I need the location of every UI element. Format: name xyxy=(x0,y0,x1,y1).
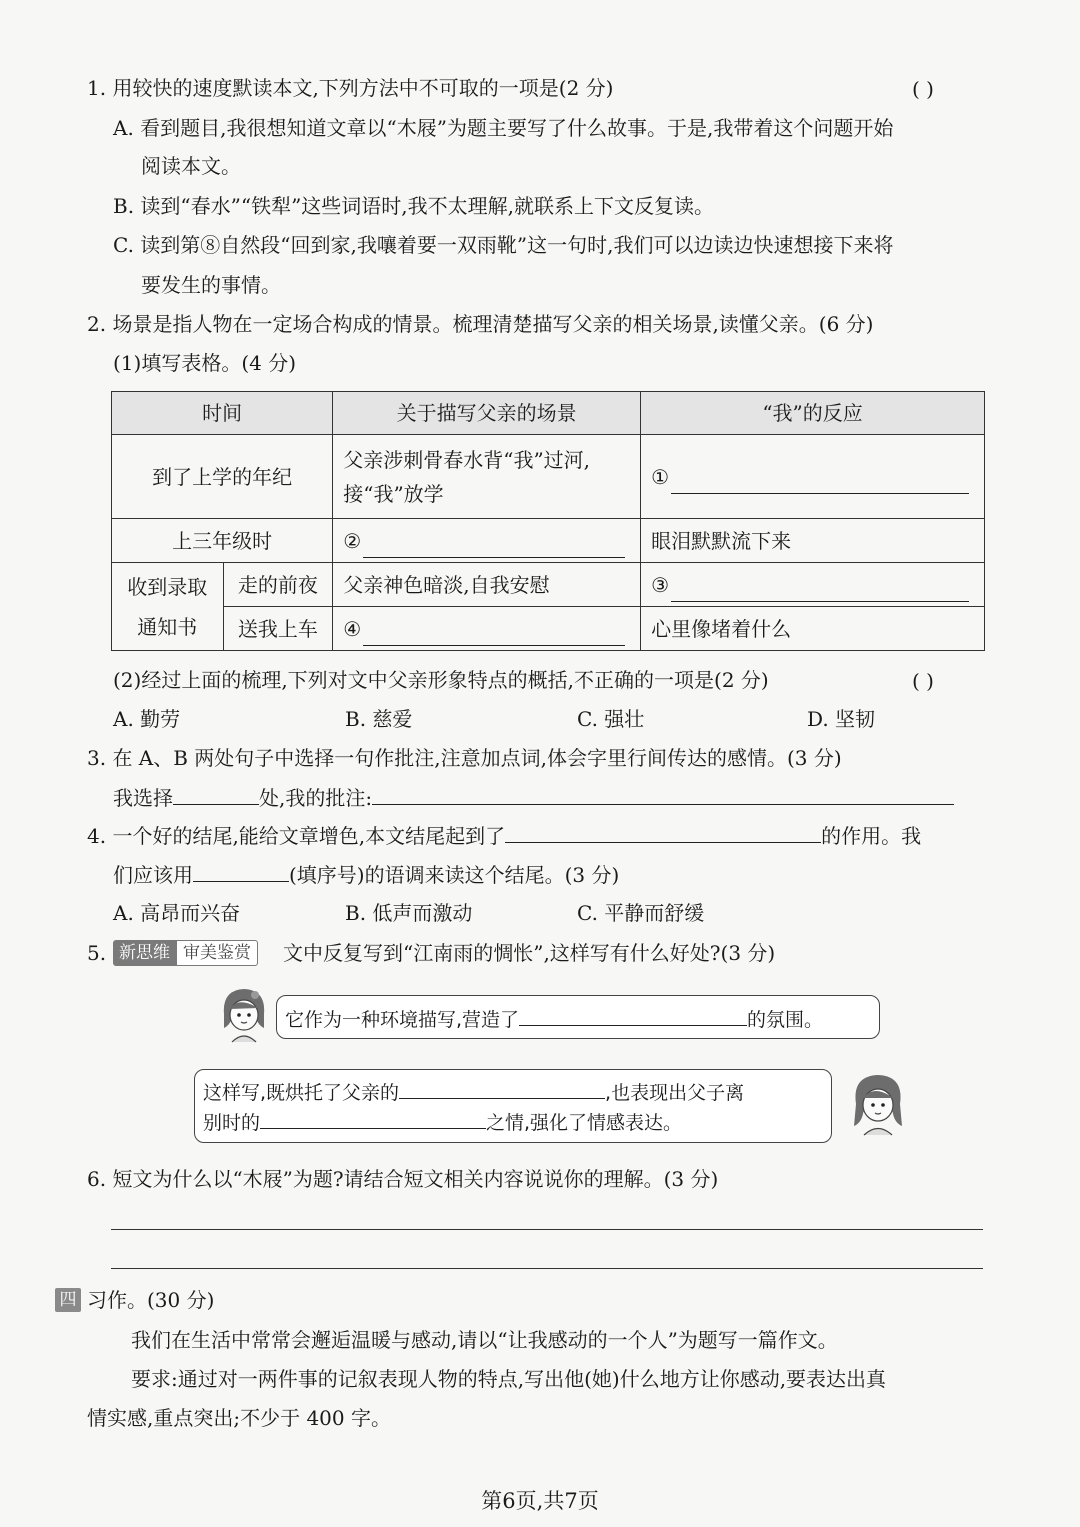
row3-group xyxy=(112,563,224,651)
q4-line1 xyxy=(87,822,921,849)
bubble2-l2-post: 之情,强化了情感表达。 xyxy=(486,1112,683,1134)
q1-answer-paren[interactable]: ( ) xyxy=(912,77,934,101)
bubble2-line1 xyxy=(203,1078,744,1107)
q2-option-a: A. 勤劳 xyxy=(113,707,181,731)
q5-stem: 文中反复写到“江南雨的惆怅”,这样写有什么好处?(3 分) xyxy=(283,941,776,965)
bubble1-text xyxy=(285,1005,823,1032)
row3-scene: 父亲神色暗淡,自我安慰 xyxy=(333,563,641,607)
q4-line1-post: 的作用。我 xyxy=(821,824,922,848)
speech-bubble-1 xyxy=(276,995,880,1039)
row4-scene-blank[interactable] xyxy=(363,623,625,646)
q4-line2-pre: 们应该用 xyxy=(113,863,193,887)
q3-choice-blank[interactable] xyxy=(173,784,259,805)
row4-scene-marker: ④ xyxy=(343,616,362,641)
q4-line1-pre: 4. 一个好的结尾,能给文章增色,本文结尾起到了 xyxy=(87,824,506,848)
q6-answer-line-2[interactable] xyxy=(111,1268,983,1269)
q1-option-c: C. 读到第⑧自然段“回到家,我嚷着要一双雨靴”这一句时,我们可以边读边快速想接下来将 xyxy=(113,233,894,257)
q1-stem: 1. 用较快的速度默读本文,下列方法中不可取的一项是(2 分) xyxy=(87,76,614,100)
row1-scene-line2: 接“我”放学 xyxy=(343,481,444,506)
bubble2-l1-pre: 这样写,既烘托了父亲的 xyxy=(203,1082,400,1104)
row3-reaction[interactable] xyxy=(641,563,985,607)
row2-scene-blank[interactable] xyxy=(363,535,625,558)
q2-option-c: C. 强壮 xyxy=(577,707,645,731)
q4-line2-post: (填序号)的语调来读这个结尾。(3 分) xyxy=(289,863,620,887)
row3-time: 走的前夜 xyxy=(223,563,333,607)
q5-tags xyxy=(113,940,258,966)
q1-option-a-cont: 阅读本文。 xyxy=(141,154,241,178)
row1-scene-line1: 父亲涉刺骨春水背“我”过河, xyxy=(343,447,591,472)
bubble2-l1-post: ,也表现出父子离 xyxy=(605,1082,745,1104)
row3-group-line1: 收到录取 xyxy=(127,574,208,599)
row1-time: 到了上学的年纪 xyxy=(112,435,333,519)
q2-sub1: (1)填写表格。(4 分) xyxy=(113,351,297,375)
q4-tone-blank[interactable] xyxy=(193,861,289,882)
table-row xyxy=(112,607,985,651)
q6-stem: 6. 短文为什么以“木屐”为题?请结合短文相关内容说说你的理解。(3 分) xyxy=(87,1167,719,1191)
tag-new-thinking: 新思维 xyxy=(113,940,176,966)
row2-time: 上三年级时 xyxy=(112,519,333,563)
scene-table xyxy=(111,391,985,651)
q1-option-b: B. 读到“春水”“铁犁”这些词语时,我不太理解,就联系上下文反复读。 xyxy=(113,194,715,218)
q3-answer-line xyxy=(113,784,954,811)
header-time: 时间 xyxy=(112,392,333,435)
row2-scene-marker: ② xyxy=(343,528,362,553)
bubble1-pre: 它作为一种环境描写,营造了 xyxy=(285,1009,520,1031)
section4-para2: 要求:通过对一两件事的记叙表现人物的特点,写出他(她)什么地方让你感动,要表达出真 xyxy=(131,1367,887,1391)
q4-option-b: B. 低声而激动 xyxy=(345,901,473,925)
bubble2-line2 xyxy=(203,1108,682,1137)
bubble2-l2-pre: 别时的 xyxy=(203,1112,261,1134)
girl-avatar-icon xyxy=(848,1070,908,1136)
row3-group-line2: 通知书 xyxy=(137,614,198,639)
section4-para1: 我们在生活中常常会邂逅温暖与感动,请以“让我感动的一个人”为题写一篇作文。 xyxy=(131,1328,838,1352)
bubble1-post: 的氛围。 xyxy=(747,1009,824,1031)
row1-reaction[interactable] xyxy=(641,435,985,519)
row1-reaction-marker: ① xyxy=(651,464,670,489)
section4-title: 习作。(30 分) xyxy=(87,1288,215,1312)
speech-bubble-2 xyxy=(194,1069,832,1143)
q3-stem: 3. 在 A、B 两处句子中选择一句作批注,注意加点词,体会字里行间传达的感情。(3 分) xyxy=(87,746,842,770)
row4-scene[interactable] xyxy=(333,607,641,651)
section-number-icon: 四 xyxy=(55,1288,81,1312)
q4-option-c: C. 平静而舒缓 xyxy=(577,901,705,925)
page-footer: 第6页,共7页 xyxy=(481,1489,599,1513)
q5-number: 5. xyxy=(87,941,107,965)
bubble2-feeling-blank[interactable] xyxy=(260,1108,486,1129)
q1-option-a: A. 看到题目,我很想知道文章以“木屐”为题主要写了什么故事。于是,我带着这个问题开始 xyxy=(113,116,894,140)
q2-option-b: B. 慈爱 xyxy=(345,707,413,731)
header-reaction: “我”的反应 xyxy=(641,392,985,435)
row1-reaction-blank[interactable] xyxy=(671,471,969,494)
section4-para2-cont: 情实感,重点突出;不少于 400 字。 xyxy=(87,1406,391,1430)
tag-aesthetic: 审美鉴赏 xyxy=(176,940,258,966)
row2-scene[interactable] xyxy=(333,519,641,563)
row2-reaction: 眼泪默默流下来 xyxy=(641,519,985,563)
q3-answer-mid: 处,我的批注: xyxy=(259,786,373,810)
row4-reaction: 心里像堵着什么 xyxy=(641,607,985,651)
q2-option-d: D. 坚韧 xyxy=(807,707,876,731)
q3-annotation-blank[interactable] xyxy=(372,784,954,805)
q6-answer-line-1[interactable] xyxy=(111,1229,983,1230)
q4-option-a: A. 高昂而兴奋 xyxy=(113,901,241,925)
q2-sub2: (2)经过上面的梳理,下列对文中父亲形象特点的概括,不正确的一项是(2 分) xyxy=(113,668,769,692)
q1-option-c-cont: 要发生的事情。 xyxy=(141,273,281,297)
q4-line2 xyxy=(113,861,619,888)
header-scene: 关于描写父亲的场景 xyxy=(333,392,641,435)
girl-avatar-icon xyxy=(216,984,272,1044)
table-row xyxy=(112,519,985,563)
table-row xyxy=(112,563,985,607)
q2-answer-paren[interactable]: ( ) xyxy=(912,669,934,693)
row3-reaction-marker: ③ xyxy=(651,572,670,597)
q4-effect-blank[interactable] xyxy=(505,822,821,843)
q3-answer-pre: 我选择 xyxy=(113,786,173,810)
table-row xyxy=(112,435,985,519)
row4-time: 送我上车 xyxy=(223,607,333,651)
bubble1-atmosphere-blank[interactable] xyxy=(519,1005,747,1026)
bubble2-father-blank[interactable] xyxy=(399,1078,605,1099)
row3-reaction-blank[interactable] xyxy=(671,579,969,602)
row1-scene xyxy=(333,435,641,519)
table-header-row xyxy=(112,392,985,435)
q2-stem: 2. 场景是指人物在一定场合构成的情景。梳理清楚描写父亲的相关场景,读懂父亲。(6 分) xyxy=(87,312,874,336)
